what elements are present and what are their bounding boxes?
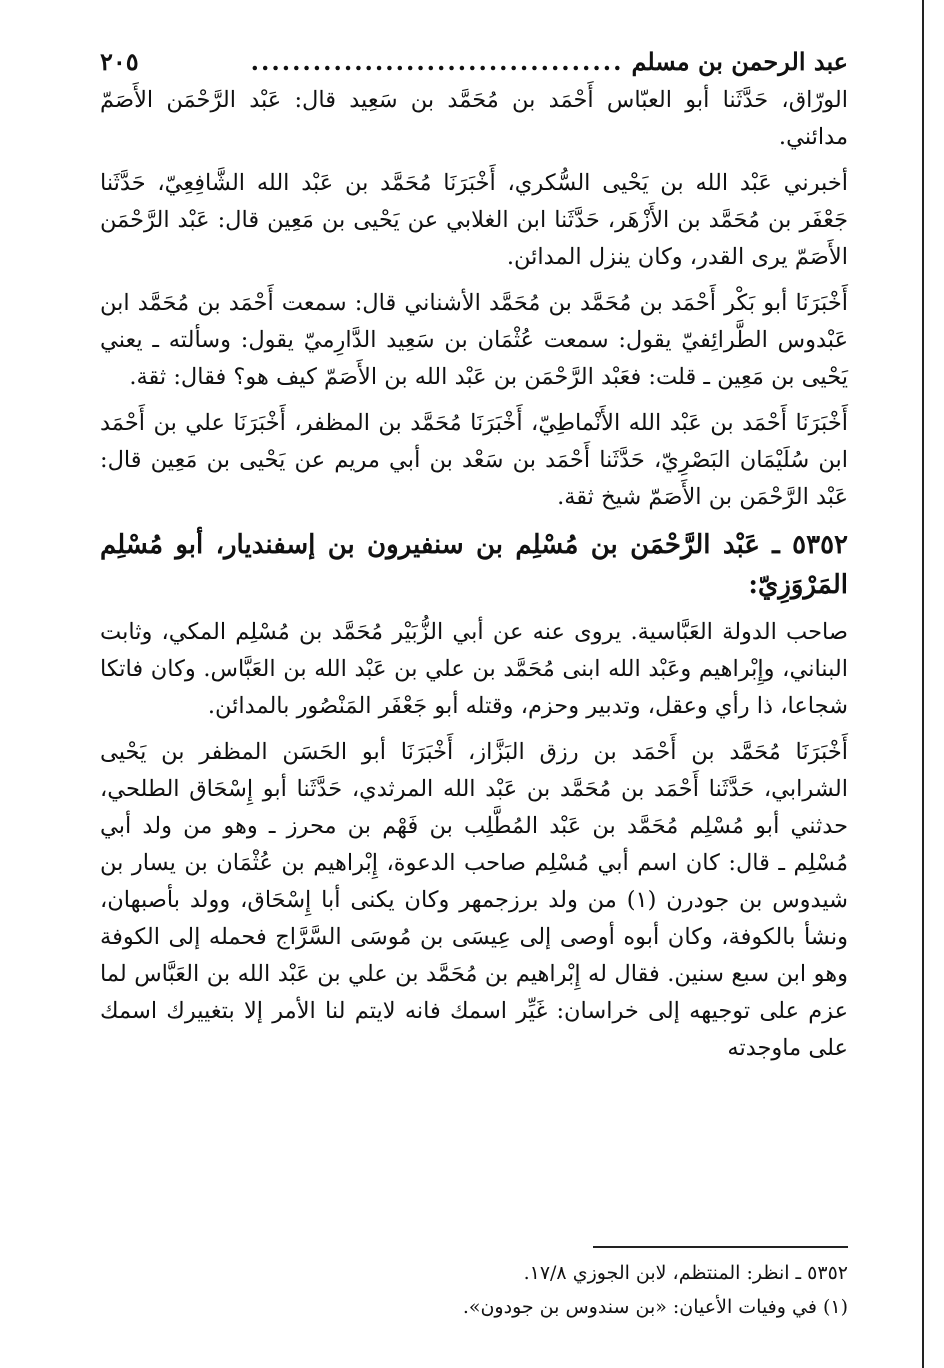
binding-edge-line [922,0,924,1368]
running-title: عبد الرحمن بن مسلم [631,46,848,76]
footnote-separator [593,1246,848,1248]
main-text [100,82,848,1076]
running-header [100,44,848,78]
entry-title: ٥٣٥٢ ـ عَبْد الرَّحْمَن بن مُسْلِم بن سنفيرون بن إسفنديار، أبو مُسْلِم المَرْوَزِيّ: [100,530,848,600]
paragraph: أخبرني عَبْد الله بن يَحْيى السُّكري، أَخْبَرَنَا مُحَمَّد بن عَبْد الله الشَّافِعِيّ، حَدَّثَنا جَعْفَر بن مُحَمَّد بن الأَزْهَر، حَدَّثَنا ابن الغلابي عن يَحْيى بن مَعِين قال: عَبْد الرَّحْمَن الأَصَمّ يرى القدر، وكان ينزل المدائن. [100,170,848,270]
header-leader-dots: .................................... [250,46,624,76]
paragraph: أَخْبَرَنَا أَحْمَد بن عَبْد الله الأَنْماطِيّ، أَخْبَرَنَا مُحَمَّد بن المظفر، أَخْبَرَنَا علي بن أَحْمَد ابن سُلَيْمَان البَصْرِيّ، حَدَّثَنا أَحْمَد بن سَعْد بن أبي مريم عن يَحْيى بن مَعِين قال: عَبْد الرَّحْمَن بن الأَصَمّ شيخ ثقة. [100,410,848,510]
paragraph: أَخْبَرَنَا أبو بَكْر أَحْمَد بن مُحَمَّد بن مُحَمَّد الأشناني قال: سمعت أَحْمَد بن مُحَمَّد ابن عَبْدوس الطَّرائِفيّ يقول: سمعت عُثْمَان بن سَعِيد الدَّارِميّ يقول: وسألته ـ يعني يَحْيى بن مَعِين ـ قلت: فعَبْد الرَّحْمَن بن عَبْد الله بن الأَصَمّ كيف هو؟ فقال: ثقة. [100,290,848,390]
page-number: ٢٠٥ [100,46,139,76]
footnotes [100,1256,848,1324]
entry-paragraph: صاحب الدولة العَبَّاسية. يروى عنه عن أبي الزُّبَيْر مُحَمَّد بن مُسْلِم المكي، وثابت البناني، وإِبْراهيم وعَبْد الله ابنى مُحَمَّد بن علي بن عَبْد الله بن العَبَّاس. وكان فاتكا شجاعا، ذا رأي وعقل، وتدبير وحزم، وقتله أبو جَعْفَر المَنْصُور بالمدائن. [100,619,848,719]
paragraph: الورّاق، حَدَّثَنا أبو العبّاس أَحْمَد بن مُحَمَّد بن سَعِيد قال: عَبْد الرَّحْمَن الأَصَمّ مدائني. [100,87,848,150]
entry-paragraph: أَخْبَرَنَا مُحَمَّد بن أَحْمَد بن رزق البَزَّاز، أَخْبَرَنَا أبو الحَسَن المظفر بن يَحْيى الشرابي، حَدَّثَنا أَحْمَد بن مُحَمَّد بن عَبْد الله المرثدي، حَدَّثَنا أبو إِسْحَاق الطلحي، حدثني أبو مُسْلِم مُحَمَّد بن عَبْد المُطَّلِب بن فَهْم بن محرز ـ وهو من ولد أبي مُسْلِم ـ قال: كان اسم أبي مُسْلِم صاحب الدعوة، إِبْراهيم بن عُثْمَان بن يسار بن شيدوس بن جودرن (١) من ولد برزجمهر وكان يكنى أبا إِسْحَاق، وولد بأصبهان، ونشأ بالكوفة، وكان أبوه أوصى إلى عِيسَى بن مُوسَى السَّرَّاج فحمله إلى الكوفة وهو ابن سبع سنين. فقال له إِبْراهيم بن مُحَمَّد بن علي بن عَبْد الله بن العَبَّاس لما عزم على توجيهه إلى خراسان: غَيِّر اسمك فانه لايتم لنا الأمر إلا بتغييرك اسمك على ماوجدته [100,739,848,1061]
footnote: ٥٣٥٢ ـ انظر: المنتظم، لابن الجوزي ١٧/٨. [523,1262,848,1284]
footnote: (١) في وفيات الأعيان: «بن سندوس بن جودون». [462,1296,848,1318]
